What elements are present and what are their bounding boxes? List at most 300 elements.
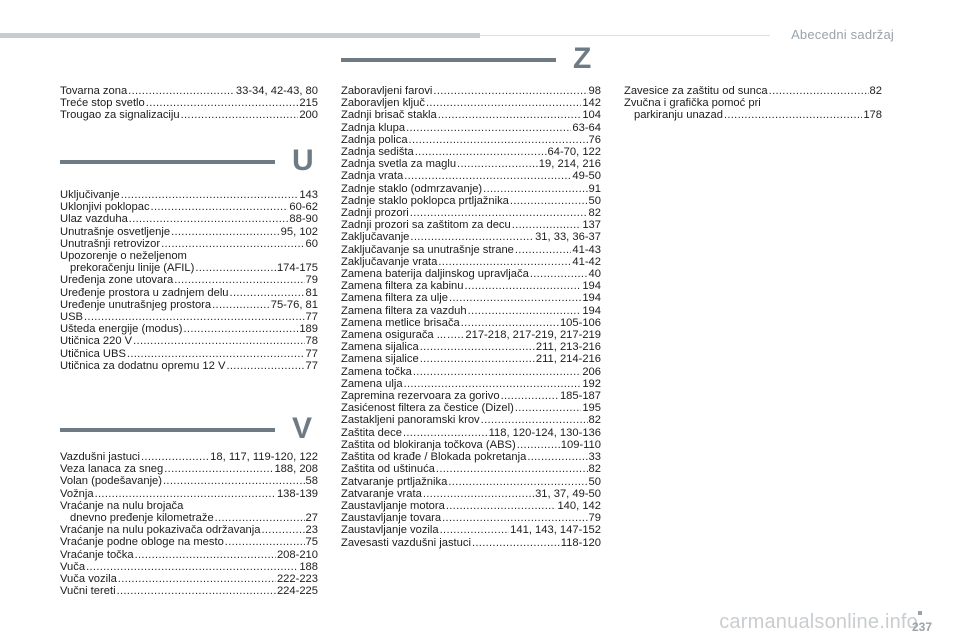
index-entry — [60, 475, 318, 487]
index-entry-term: Zamena filtera za vazduh — [341, 304, 467, 317]
index-entry-pages: 58 — [305, 475, 318, 488]
dot-leader — [465, 280, 582, 292]
index-entry-term: Zamena točka — [341, 365, 412, 378]
index-entry — [60, 201, 318, 213]
index-entry-term: Zaboravljen ključ — [341, 97, 425, 110]
dot-leader — [184, 323, 299, 335]
index-entry — [341, 231, 601, 243]
index-entry-pages: 33 — [588, 451, 601, 464]
index-entry-term: Vazdušni jastuci — [60, 451, 141, 463]
dot-leader — [86, 561, 298, 573]
index-entry — [341, 451, 601, 463]
index-entry-pages: 137 — [582, 219, 601, 232]
index-entry — [341, 268, 601, 280]
index-entry-term: Ušteda energije (modus) — [60, 323, 183, 336]
dot-leader — [117, 585, 276, 597]
dot-leader — [724, 109, 862, 121]
index-entry — [341, 341, 601, 353]
index-entry — [341, 305, 601, 317]
index-entry — [60, 549, 318, 561]
index-entry-pages: 78 — [305, 335, 318, 348]
index-entry — [60, 238, 318, 250]
index-entry-pages: 75 — [305, 536, 318, 549]
dot-leader — [457, 158, 538, 170]
dot-leader — [483, 183, 587, 195]
dot-leader — [447, 329, 464, 341]
index-group-u — [60, 189, 318, 372]
index-entry-term: Zastakljeni panoramski krov — [341, 414, 480, 427]
index-entry-pages: 79 — [305, 274, 318, 287]
index-entry-pages: 75-76, 81 — [270, 298, 318, 311]
index-entry-pages: 105-106 — [559, 316, 601, 329]
index-entry — [341, 219, 601, 231]
dot-leader — [442, 512, 587, 524]
index-entry — [341, 414, 601, 426]
index-entry-pages: 178 — [863, 109, 882, 122]
index-group-t-continued — [60, 85, 318, 122]
section-letter: Z — [573, 42, 592, 75]
index-entry-pages: 211, 214-216 — [535, 353, 601, 366]
index-entry-pages: 118-120 — [560, 536, 601, 549]
index-entry-pages: 109-110 — [560, 438, 601, 451]
index-entry-term: Zadnji prozori sa zaštitom za decu — [341, 219, 511, 232]
index-entry-term: Zadnja klupa — [341, 121, 406, 134]
index-entry-term: Trougao za signalizaciju — [60, 109, 180, 122]
index-entry-pages: 194 — [582, 280, 601, 293]
dot-leader — [226, 360, 304, 372]
index-entry — [341, 500, 601, 512]
index-entry — [60, 226, 318, 238]
index-entry-term: Uklonjivi poklopac — [60, 201, 150, 214]
page-number: 237 — [911, 620, 932, 634]
index-entry-term: Zasićenost filtera za čestice (Dizel) — [341, 402, 514, 415]
index-entry-term: Utičnica UBS — [60, 347, 126, 360]
index-entry-pages: 19, 214, 216 — [538, 158, 601, 171]
dot-leader — [517, 439, 560, 451]
index-entry-term: Zadnja polica — [341, 133, 408, 146]
index-entry-term: Zadnji prozori — [341, 207, 409, 220]
index-entry — [60, 573, 318, 585]
index-entry — [341, 524, 601, 536]
index-entry — [60, 97, 318, 109]
index-entry — [341, 183, 601, 195]
index-entry-pages: 60 — [305, 237, 318, 250]
dot-leader — [530, 268, 588, 280]
dot-leader — [512, 219, 582, 231]
index-entry-pages: 33-34, 42-43, 80 — [235, 85, 318, 97]
index-entry — [60, 85, 318, 97]
index-entry-pages: 31, 33, 36-37 — [535, 231, 601, 244]
index-entry-term: Unutrašnji retrovizor — [60, 237, 161, 250]
index-entry-pages: 79 — [588, 512, 601, 525]
index-entry — [60, 109, 318, 121]
index-entry-term: Zamena filtera za ulje — [341, 292, 448, 305]
index-entry-term: Uređenja zone utovara — [60, 274, 174, 287]
index-entry — [341, 378, 601, 390]
index-entry — [341, 292, 601, 304]
dot-leader — [449, 292, 581, 304]
index-entry — [341, 512, 601, 524]
index-entry-pages: 27 — [305, 512, 318, 525]
page-header-title: Abecedni sadržaj — [791, 27, 894, 42]
index-entry-term: parkiranju unazad — [634, 109, 723, 122]
dot-leader — [510, 195, 588, 207]
index-entry-pages: 18, 117, 119-120, 122 — [210, 451, 318, 463]
index-entry-term: Zamena sijalica — [341, 341, 419, 354]
dot-leader — [161, 238, 304, 250]
index-entry-pages: 88-90 — [289, 213, 318, 226]
index-entry-pages: 82 — [588, 207, 601, 220]
index-entry — [341, 402, 601, 414]
index-entry — [341, 158, 601, 170]
index-entry-pages: 194 — [582, 292, 601, 305]
index-entry-term: Tovarna zona — [60, 85, 128, 97]
dot-leader — [129, 213, 289, 225]
index-entry — [341, 476, 601, 488]
index-entry-pages: 206 — [582, 365, 601, 378]
index-entry — [60, 189, 318, 201]
index-entry — [341, 439, 601, 451]
header-bar — [0, 33, 480, 38]
dot-leader — [121, 189, 299, 201]
dot-leader — [461, 317, 559, 329]
dot-leader — [438, 109, 582, 121]
index-entry-pages: 118, 120-124, 130-136 — [488, 426, 601, 439]
index-entry-term: Zaključavanje — [341, 231, 410, 244]
index-entry-term: Vraćanje podne obloge na mesto — [60, 536, 224, 549]
index-entry — [341, 170, 601, 182]
index-entry-term: Zaštita dece — [341, 426, 402, 439]
index-entry — [341, 329, 601, 341]
dot-leader — [769, 85, 869, 97]
dot-leader — [403, 427, 488, 439]
dot-leader — [404, 170, 571, 182]
dot-leader — [448, 476, 587, 488]
index-entry — [341, 488, 601, 500]
index-entry-term: Zaštita od krađe / Blokada pokretanja — [341, 451, 527, 464]
index-entry-pages: 60-62 — [289, 201, 318, 214]
index-entry-pages: 77 — [305, 347, 318, 360]
index-list-u — [60, 189, 318, 372]
dot-leader — [261, 524, 304, 536]
dot-leader — [438, 256, 571, 268]
section-bar — [60, 428, 275, 432]
index-entry — [341, 109, 601, 121]
index-entry — [341, 463, 601, 475]
index-entry-pages: 31, 37, 49-50 — [535, 487, 601, 500]
dot-leader — [404, 378, 582, 390]
index-entry-pages: 49-50 — [572, 170, 601, 183]
index-entry-term: Veza lanaca za sneg — [60, 463, 164, 476]
index-entry-term: Uređenje prostora u zadnjem delu — [60, 286, 229, 299]
index-entry-term: Zatvaranje prtljažnika — [341, 475, 448, 488]
index-entry-pages: 217-218, 217-219, 217-219 — [465, 329, 601, 342]
dot-leader — [468, 305, 582, 317]
index-entry-heading: Zvučna i grafička pomoć pri — [624, 97, 761, 110]
index-entry-term: Utičnica 220 V — [60, 335, 133, 348]
dot-leader — [215, 512, 305, 524]
index-entry — [60, 561, 318, 573]
dot-leader — [420, 341, 535, 353]
index-entry-term: Zavesasti vazdušni jastuci — [341, 536, 471, 549]
index-entry-pages: 208-210 — [276, 548, 318, 561]
section-bar — [60, 160, 275, 164]
index-entry-heading: Vraćanje na nulu brojača — [60, 499, 184, 512]
index-entry-pages: 211, 213-216 — [535, 341, 601, 354]
index-entry-term: Zatvaranje vrata — [341, 487, 422, 500]
index-entry-term: Zamena metlice brisača — [341, 316, 460, 329]
index-entry-term: prekoračenju linije (AFIL) — [70, 262, 195, 275]
dot-leader — [440, 524, 510, 536]
index-entry-pages: 98 — [588, 85, 601, 97]
index-entry — [624, 109, 882, 121]
dot-leader — [413, 366, 581, 378]
index-entry — [60, 463, 318, 475]
dot-leader — [501, 390, 559, 402]
dot-leader — [163, 475, 305, 487]
dot-leader — [174, 274, 304, 286]
section-header-z — [341, 44, 603, 84]
index-entry-term: Zadnji brisač stakla — [341, 109, 437, 122]
index-entry-pages: 82 — [588, 414, 601, 427]
index-entry-pages: 76 — [588, 133, 601, 146]
watermark: carmanualsonline.info — [719, 611, 918, 633]
index-entry-term: Zapremina rezervoara za gorivo — [341, 390, 500, 403]
index-entry — [60, 536, 318, 548]
index-entry-term: dnevno pređenje kilometraže — [70, 512, 214, 525]
index-entry — [341, 195, 601, 207]
index-entry-term: Zamena sijalice — [341, 353, 419, 366]
index-entry-pages: 95, 102 — [280, 225, 318, 238]
index-entry-pages: 82 — [869, 85, 882, 97]
index-entry-term: Zaštita od blokiranja točkova (ABS) — [341, 438, 516, 451]
index-entry-term: Zadnja vrata — [341, 170, 404, 183]
index-entry — [60, 274, 318, 286]
dot-leader — [481, 414, 588, 426]
index-entry-term: Zamena filtera za kabinu — [341, 280, 464, 293]
index-entry-term: Ulaz vazduha — [60, 213, 128, 226]
index-entry-pages: 189 — [299, 323, 318, 336]
index-entry-term: Vraćanje na nulu pokazivača održavanja — [60, 524, 261, 537]
section-header-v — [60, 414, 322, 454]
index-entry-term: Zaustavljanje tovara — [341, 512, 442, 525]
dot-leader — [406, 122, 571, 134]
index-entry — [60, 585, 318, 597]
dot-leader — [426, 97, 581, 109]
index-group-z-continued — [624, 85, 882, 122]
index-entry — [60, 524, 318, 536]
dot-leader — [423, 488, 534, 500]
index-entry-pages: 41-43 — [572, 243, 601, 256]
index-entry-pages: 41-42 — [572, 255, 601, 268]
index-entry — [341, 537, 601, 549]
dot-leader — [433, 85, 587, 97]
index-entry-term: Zamena osigurača ... — [341, 329, 447, 342]
index-entry-term: Zamena ulja — [341, 377, 403, 390]
dot-leader — [164, 463, 273, 475]
dot-leader — [128, 85, 235, 97]
index-entry — [60, 348, 318, 360]
index-entry-term: Zaustavljanje vozila — [341, 524, 439, 537]
index-entry-pages: 143 — [299, 189, 318, 201]
index-entry — [341, 85, 601, 97]
dot-leader — [410, 231, 534, 243]
section-bar — [341, 58, 556, 62]
section-header-u — [60, 146, 322, 186]
index-entry-pages: 81 — [305, 286, 318, 299]
index-entry — [341, 244, 601, 256]
index-entry — [60, 488, 318, 500]
index-entry-term: USB — [60, 311, 84, 324]
dot-leader — [146, 97, 299, 109]
dot-leader — [141, 451, 209, 463]
dot-leader — [133, 335, 304, 347]
index-entry-term: Zaštita od uštinuća — [341, 463, 435, 476]
index-entry — [60, 262, 318, 274]
index-list-v — [60, 451, 318, 597]
index-entry-term: Zaključavanje vrata — [341, 255, 438, 268]
dot-leader — [212, 299, 270, 311]
dot-leader — [171, 226, 280, 238]
index-entry — [60, 512, 318, 524]
dot-leader — [181, 109, 299, 121]
index-entry-pages: 142 — [582, 97, 601, 110]
dot-leader — [151, 201, 289, 213]
index-entry-term: Treće stop svetlo — [60, 97, 145, 110]
section-letter: V — [292, 412, 313, 445]
dot-leader — [420, 353, 535, 365]
index-entry — [341, 353, 601, 365]
index-list-z — [341, 85, 601, 549]
index-entry — [341, 146, 601, 158]
index-entry-term: Vraćanje točka — [60, 548, 134, 561]
dot-leader — [515, 402, 581, 414]
index-entry — [341, 366, 601, 378]
index-entry-term: Volan (podešavanje) — [60, 475, 163, 488]
index-entry-pages: 77 — [305, 311, 318, 324]
index-entry-pages: 141, 143, 147-152 — [510, 524, 601, 537]
index-group-v — [60, 451, 318, 597]
index-entry-pages: 215 — [299, 97, 318, 110]
dot-leader — [127, 348, 305, 360]
index-entry — [341, 256, 601, 268]
index-entry — [341, 97, 601, 109]
index-entry-pages: 188, 208 — [274, 463, 318, 476]
index-entry-term: Zaustavljanje motora — [341, 499, 445, 512]
dot-leader — [410, 207, 588, 219]
index-column-1 — [60, 85, 318, 122]
index-entry — [60, 335, 318, 347]
dot-leader — [95, 488, 276, 500]
index-entry-pages: 91 — [588, 182, 601, 195]
index-entry-pages: 200 — [299, 109, 318, 122]
index-entry-pages: 82 — [588, 463, 601, 476]
index-entry — [60, 323, 318, 335]
index-entry-pages: 50 — [588, 475, 601, 488]
index-entry-term: Utičnica za dodatnu opremu 12 V — [60, 359, 226, 372]
index-entry-pages: 50 — [588, 194, 601, 207]
index-entry-pages: 64-70, 122 — [547, 146, 601, 159]
index-entry-term: Zaključavanje sa unutrašnje strane — [341, 243, 514, 256]
index-entry — [624, 85, 882, 97]
section-letter: U — [292, 144, 314, 177]
index-entry-term: Zamena baterija daljinskog upravljača — [341, 268, 529, 281]
index-entry-pages: 188 — [299, 560, 318, 573]
index-entry-term: Vučni tereti — [60, 585, 116, 598]
dot-leader — [472, 537, 560, 549]
index-entry-pages: 104 — [582, 109, 601, 122]
dot-leader — [225, 536, 305, 548]
index-entry-term: Zadnja sedišta — [341, 146, 414, 159]
index-entry-term: Uključivanje — [60, 189, 120, 201]
index-entry-pages: 192 — [582, 377, 601, 390]
index-entry — [341, 122, 601, 134]
index-entry-term: Vuča — [60, 560, 86, 573]
index-group-z — [341, 85, 601, 549]
dot-leader — [415, 146, 547, 158]
index-entry-pages: 222-223 — [276, 573, 318, 586]
index-entry — [60, 213, 318, 225]
index-entry-pages: 140, 142 — [557, 499, 601, 512]
index-entry-pages: 63-64 — [572, 121, 601, 134]
index-entry-term: Zavesice za zaštitu od sunca — [624, 85, 768, 97]
index-entry-pages: 77 — [305, 359, 318, 372]
index-entry — [60, 287, 318, 299]
index-entry-term: Unutrašnje osvetljenje — [60, 225, 171, 238]
index-entry — [341, 390, 601, 402]
dot-leader — [446, 500, 557, 512]
dot-leader — [195, 262, 276, 274]
page-marker-dot — [918, 611, 922, 615]
index-entry-term: Zadnja svetla za maglu — [341, 158, 457, 171]
dot-leader — [527, 451, 587, 463]
index-entry — [60, 451, 318, 463]
index-entry — [341, 134, 601, 146]
dot-leader — [230, 287, 305, 299]
dot-leader — [118, 573, 276, 585]
index-list-z-continued — [624, 85, 882, 122]
index-entry-term: Vožnja — [60, 487, 94, 500]
index-entry — [341, 317, 601, 329]
index-entry-term: Vuča vozila — [60, 573, 117, 586]
index-entry — [60, 311, 318, 323]
index-entry-pages: 174-175 — [276, 262, 318, 275]
index-entry-heading: Upozorenje o neželjenom — [60, 250, 187, 263]
dot-leader — [84, 311, 305, 323]
index-entry-pages: 40 — [588, 268, 601, 281]
index-entry-pages: 224-225 — [276, 585, 318, 598]
index-entry — [60, 360, 318, 372]
index-entry-term: Zadnje staklo (odmrzavanje) — [341, 182, 483, 195]
index-entry-term: Zadnje staklo poklopca prtljažnika — [341, 194, 509, 207]
dot-leader — [135, 549, 276, 561]
index-entry-pages: 194 — [582, 304, 601, 317]
dot-leader — [409, 134, 588, 146]
index-entry — [341, 427, 601, 439]
dot-leader — [515, 244, 571, 256]
index-entry-pages: 185-187 — [559, 390, 601, 403]
index-entry-term: Zaboravljeni farovi — [341, 85, 433, 97]
header-rule — [480, 35, 770, 36]
index-entry — [341, 280, 601, 292]
index-entry-term: Uređenje unutrašnjeg prostora — [60, 298, 212, 311]
index-entry-pages: 23 — [305, 524, 318, 537]
index-entry-pages: 195 — [582, 402, 601, 415]
dot-leader — [436, 463, 588, 475]
index-entry — [341, 207, 601, 219]
index-entry — [60, 299, 318, 311]
index-entry-pages: 138-139 — [276, 487, 318, 500]
